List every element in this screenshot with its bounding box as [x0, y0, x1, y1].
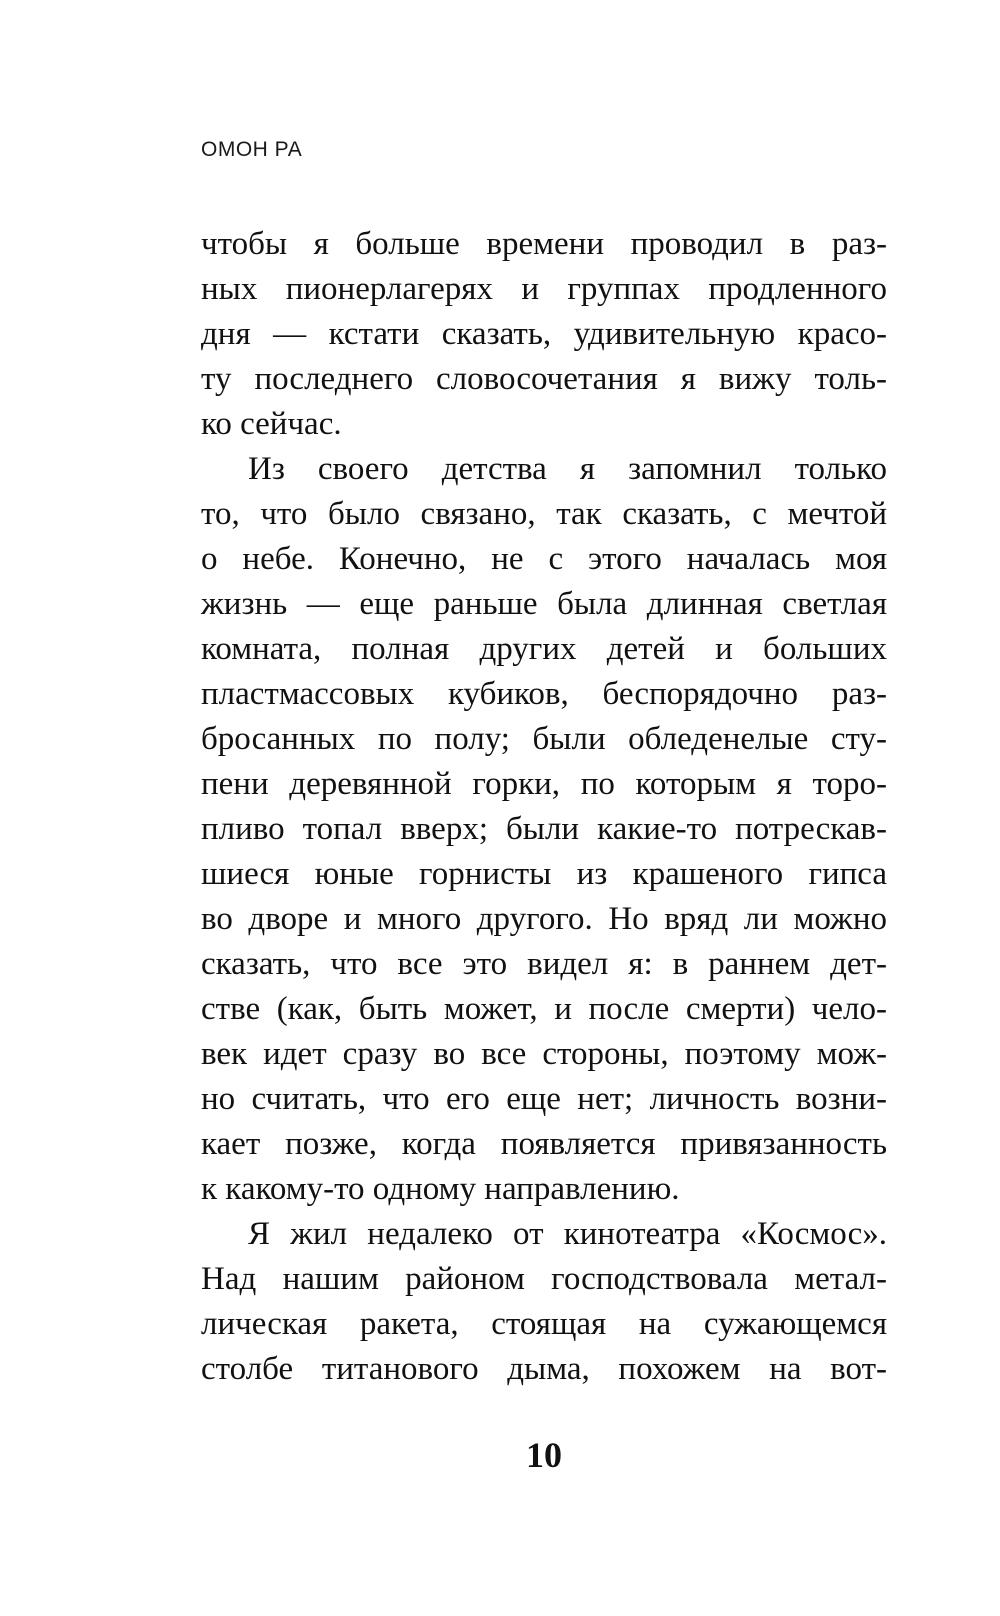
text-line: кает позже, когда появляется привязанность — [201, 1126, 887, 1162]
running-head: ОМОН РА — [201, 138, 303, 161]
text-line: дня — кстати сказать, удивительную красо- — [201, 316, 887, 352]
text-line: Я жил недалеко от кинотеатра «Космос». — [248, 1216, 887, 1252]
body-text — [201, 222, 887, 1392]
text-line: к какому-то одному направлению. — [201, 1171, 680, 1207]
text-line: столбе титанового дыма, похожем на вот- — [201, 1351, 887, 1387]
text-line: чтобы я больше времени проводил в раз- — [201, 226, 887, 262]
page-number: 10 — [526, 1435, 562, 1475]
text-line: Над нашим районом господствовала метал- — [201, 1261, 887, 1297]
text-line: жизнь — еще раньше была длинная светлая — [201, 586, 887, 622]
text-line: шиеся юные горнисты из крашеного гипса — [201, 856, 887, 892]
text-line: о небе. Конечно, не с этого началась моя — [201, 541, 887, 577]
text-line: комната, полная других детей и больших — [201, 631, 887, 667]
text-line: пливо топал вверх; были какие-то потрескав- — [201, 811, 887, 847]
text-line: ных пионерлагерях и группах продленного — [201, 271, 887, 307]
text-line: стве (как, быть может, и после смерти) чело- — [201, 991, 887, 1027]
text-line: пени деревянной горки, по которым я торо- — [201, 766, 887, 802]
text-line: во дворе и много другого. Но вряд ли можно — [201, 901, 887, 937]
text-line: ко сейчас. — [201, 406, 342, 442]
text-line: бросанных по полу; были обледенелые сту- — [201, 721, 887, 757]
text-line: сказать, что все это видел я: в раннем дет- — [201, 946, 887, 982]
text-line: лическая ракета, стоящая на сужающемся — [201, 1306, 887, 1342]
text-line: но считать, что его еще нет; личность возни- — [201, 1081, 887, 1117]
text-line: пластмассовых кубиков, беспорядочно раз- — [201, 676, 887, 712]
text-line: то, что было связано, так сказать, с мечтой — [201, 496, 887, 532]
text-line: век идет сразу во все стороны, поэтому мож- — [201, 1036, 887, 1072]
text-line: Из своего детства я запомнил только — [248, 451, 887, 487]
text-line: ту последнего словосочетания я вижу толь- — [201, 361, 887, 397]
